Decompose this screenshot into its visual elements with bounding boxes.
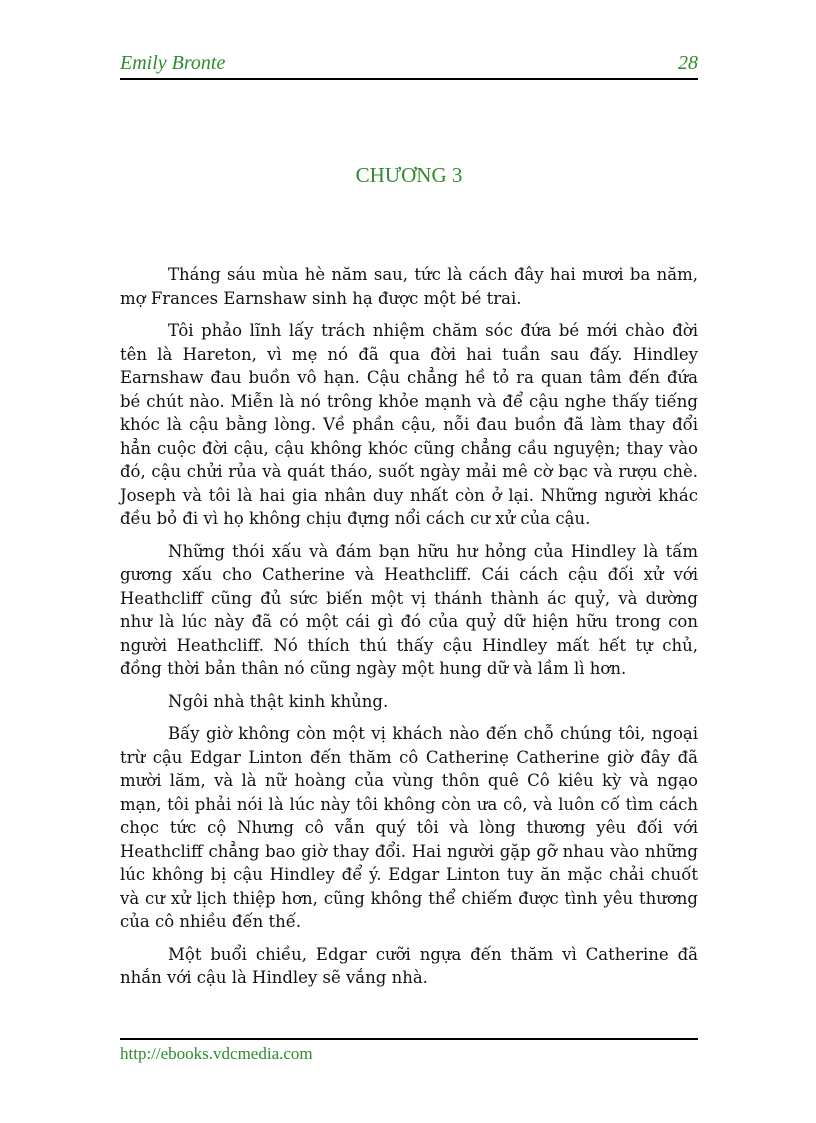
body-text (120, 263, 698, 999)
paragraph: Tháng sáu mùa hè năm sau, tức là cách đây hai mươi ba năm, mợ Frances Earnshaw sinh hạ được một bé trai. (120, 265, 698, 308)
paragraph: Tôi phảo lĩnh lấy trách nhiệm chăm sóc đứa bé mới chào đời tên là Hareton, vì mẹ nó đã qua đời hai tuần sau đấy. Hindley Earnshaw đau buồn vô hạn. Cậu chẳng hề tỏ ra quan tâm đến đứa bé chút nào. Miễn là nó trông khỏe mạnh và để cậu nghe thấy tiếng khóc là cậu bằng lòng. Về phần cậu, nỗi đau buồn đã làm thay đổi hẳn cuộc đời cậu, cậu không khóc cũng chẳng cầu nguyện; thay vào đó, cậu chửi rủa và quát tháo, suốt ngày mải mê cờ bạc và rượu chè. Joseph và tôi là hai gia nhân duy nhất còn ở lại. Những người khác đều bỏ đi vì họ không chịu đựng nổi cách cư xử của cậu. (120, 321, 698, 528)
page-footer (120, 1038, 698, 1064)
paragraph: Bấy giờ không còn một vị khách nào đến chỗ chúng tôi, ngoại trừ cậu Edgar Linton đến thăm cô Catherinẹ Catherine giờ đây đã mười lăm, và là nữ hoàng của vùng thôn quê Cô kiêu kỳ và ngạo mạn, tôi phải nói là lúc này tôi không còn ưa cô, và luôn cố tìm cách chọc tức cộ Nhưng cô vẫn quý tôi và lòng thương yêu đối với Heathcliff chẳng bao giờ thay đổi. Hai người gặp gỡ nhau vào những lúc không bị cậu Hindley để ý. Edgar Linton tuy ăn mặc chải chuốt và cư xử lịch thiệp hơn, cũng không thể chiếm được tình yêu thương của cô nhiều đến thế. (120, 724, 698, 931)
page-header (120, 50, 698, 80)
chapter-title: CHƯƠNG 3 (355, 163, 463, 187)
paragraph: Những thói xấu và đám bạn hữu hư hỏng của Hindley là tấm gương xấu cho Catherine và Heathcliff. Cái cách cậu đối xử với Heathcliff cũng đủ sức biến một vị thánh thành ác quỷ, và dường như là lúc này đã có một cái gì đó của quỷ dữ hiện hữu trong con người Heathcliff. Nó thích thú thấy cậu Hindley mất hết tự chủ, đồng thời bản thân nó cũng ngày một hung dữ và lầm lì hơn. (120, 541, 698, 678)
paragraph: Một buổi chiều, Edgar cưỡi ngựa đến thăm vì Catherine đã nhắn với cậu là Hindley sẽ vắng nhà. (120, 944, 698, 987)
header-author: Emily Bronte (120, 52, 226, 74)
paragraph: Ngôi nhà thật kinh khủng. (168, 691, 389, 711)
footer-link[interactable]: http://ebooks.vdcmedia.com (120, 1044, 313, 1063)
header-page-number: 28 (678, 52, 698, 74)
